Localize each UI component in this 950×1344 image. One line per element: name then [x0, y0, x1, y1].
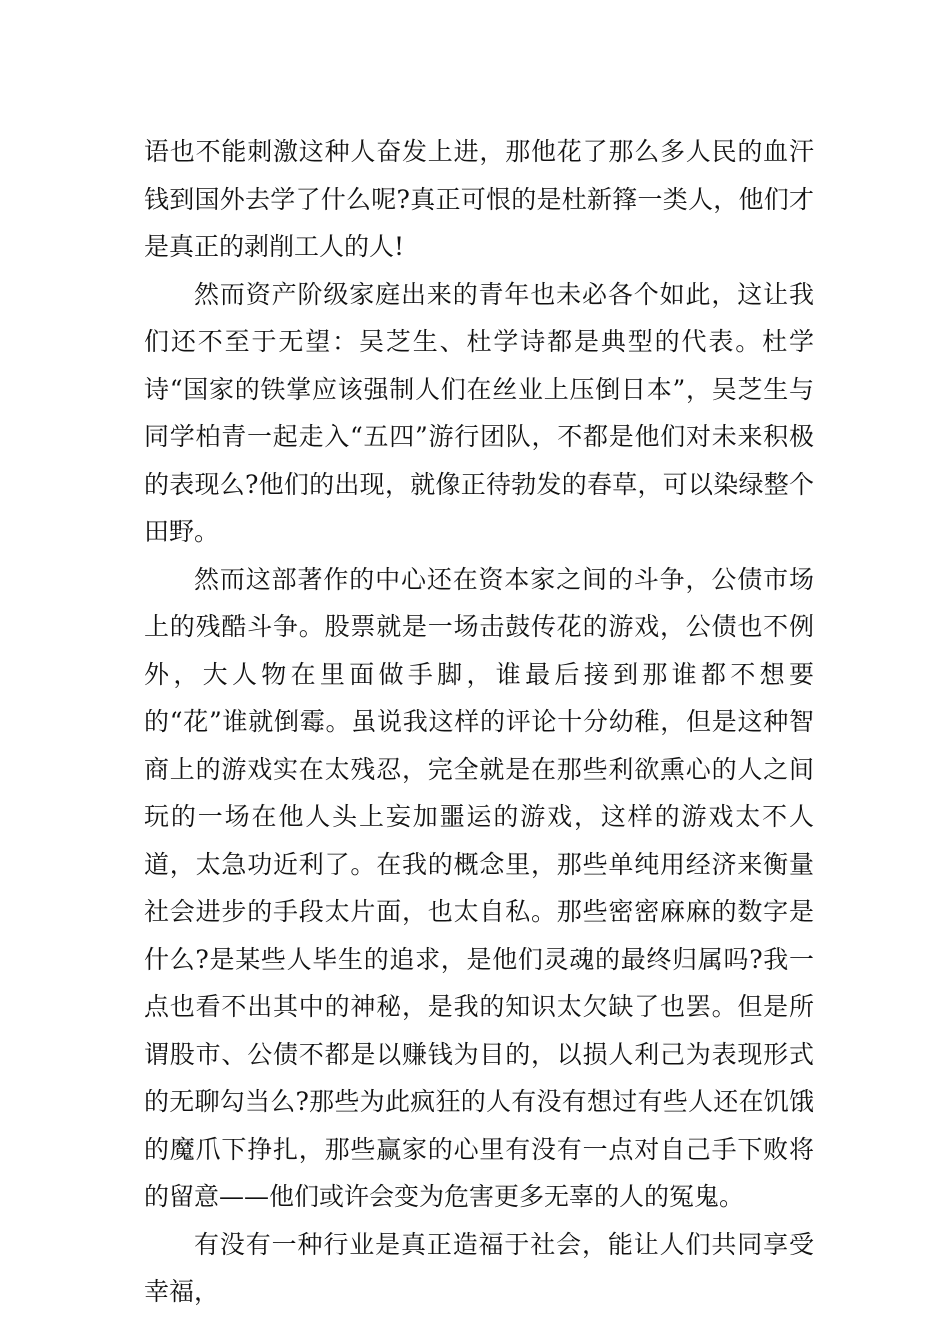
body-text — [144, 128, 814, 1316]
paragraph-2: 然而资产阶级家庭出来的青年也未必各个如此，这让我们还不至于无望：吴芝生、杜学诗都是典型的代表。杜学诗“国家的铁掌应该强制人们在丝业上压倒日本”，吴芝生与同学柏青一起走入“五四”游行团队，不都是他们对未来积极的表现么?他们的出现，就像正待勃发的春草，可以染绿整个田野。 — [144, 279, 814, 546]
paragraph-1: 语也不能刺激这种人奋发上进，那他花了那么多人民的血汗钱到国外去学了什么呢?真正可恨的是杜新箨一类人，他们才是真正的剥削工人的人! — [144, 137, 814, 261]
paragraph-4: 有没有一种行业是真正造福于社会，能让人们共同享受幸福， — [144, 1229, 814, 1306]
paragraph-3: 然而这部著作的中心还在资本家之间的斗争，公债市场上的残酷斗争。股票就是一场击鼓传花的游戏，公债也不例外，大人物在里面做手脚，谁最后接到那谁都不想要的“花”谁就倒霉。虽说我这样的评论十分幼稚，但是这种智商上的游戏实在太残忍，完全就是在那些利欲熏心的人之间玩的一场在他人头上妄加噩运的游戏，这样的游戏太不人道，太急功近利了。在我的概念里，那些单纯用经济来衡量社会进步的手段太片面，也太自私。那些密密麻麻的数字是什么?是某些人毕生的追求，是他们灵魂的最终归属吗?我一点也看不出其中的神秘，是我的知识太欠缺了也罢。但是所谓股市、公债不都是以赚钱为目的，以损人利己为表现形式的无聊勾当么?那些为此疯狂的人有没有想过有些人还在饥饿的魔爪下挣扎，那些赢家的心里有没有一点对自己手下败将的留意——他们或许会变为危害更多无辜的人的冤鬼。 — [144, 564, 814, 1211]
